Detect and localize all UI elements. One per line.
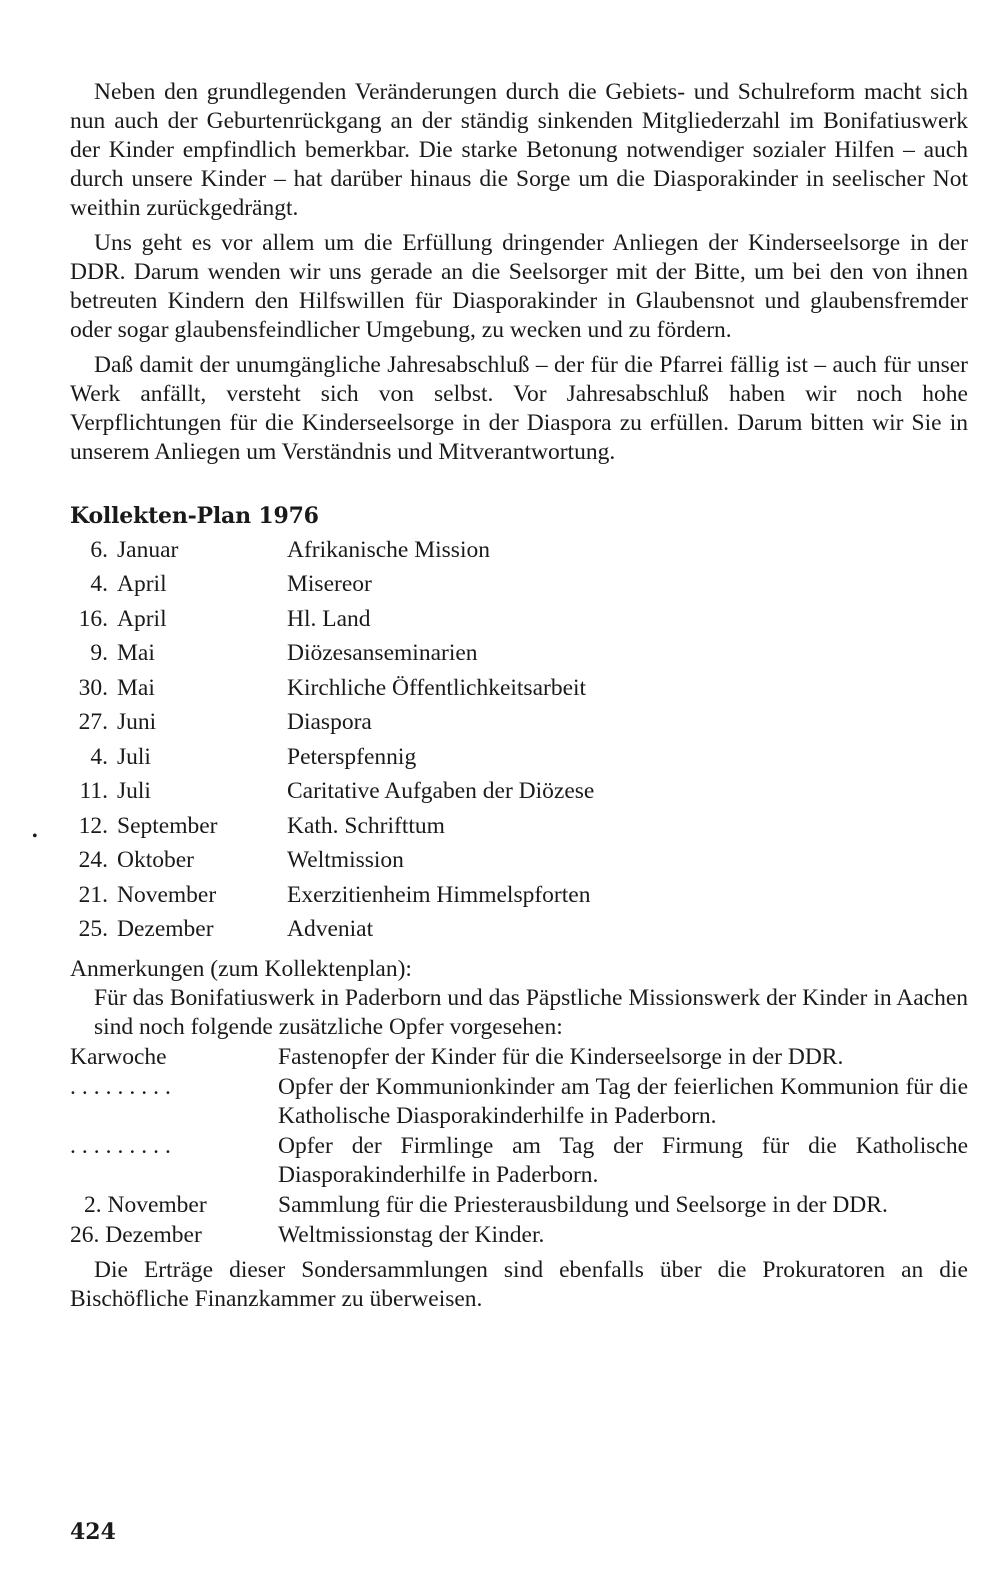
note-text: Fastenopfer der Kinder für die Kinderseelsorge in der DDR. xyxy=(278,1044,844,1070)
page-number: 424 xyxy=(70,1519,116,1545)
plan-month: Januar xyxy=(117,536,179,563)
plan-row xyxy=(70,637,968,672)
plan-month: November xyxy=(117,881,217,908)
note-text: Weltmissionstag der Kinder. xyxy=(278,1222,545,1248)
notes-title: Anmerkungen (zum Kollektenplan): xyxy=(70,956,412,982)
plan-month: Juli xyxy=(117,778,151,805)
plan-purpose: Diaspora xyxy=(287,709,372,736)
note-date: Karwoche xyxy=(70,1044,167,1070)
plan-day: 21. xyxy=(78,881,108,908)
paragraph: Uns geht es vor allem um die Erfüllung dringender Anliegen der Kinderseelsorge in der DDR. Darum wenden wir uns gerade an die Seelsorger mit der Bitte, um bei den von ihnen betreuten Kindern den Hilfswillen für Diasporakinder in Glaubensnot und glaubensfremder oder sogar glaubensfeindlicher Umgebung, zu wecken und zu fördern. xyxy=(70,230,968,343)
closing-paragraph: Die Erträge dieser Sondersammlungen sind ebenfalls über die Prokuratoren an die Bischöfliche Finanzkammer zu überweisen. xyxy=(70,1257,968,1312)
plan-purpose: Diözesanseminarien xyxy=(287,640,478,667)
note-date: 2. November xyxy=(84,1192,207,1218)
note-text: Sammlung für die Priesterausbildung und Seelsorge in der DDR. xyxy=(278,1192,888,1218)
plan-row xyxy=(70,568,968,603)
document-page xyxy=(70,78,968,1338)
note-text: Opfer der Kommunionkinder am Tag der feierlichen Kommunion für die Katholische Diasporakinderhilfe in Paderborn. xyxy=(278,1074,968,1129)
plan-day: 4. xyxy=(90,743,108,770)
collection-plan-title: Kollekten-Plan 1976 xyxy=(70,503,319,529)
plan-row xyxy=(70,533,968,568)
note-row xyxy=(70,1043,968,1072)
plan-purpose: Exerzitienheim Himmelspforten xyxy=(287,881,591,908)
note-row xyxy=(70,1073,968,1131)
plan-day: 30. xyxy=(78,674,108,701)
plan-row xyxy=(70,706,968,741)
plan-row xyxy=(70,740,968,775)
plan-month: Oktober xyxy=(117,847,195,874)
plan-row xyxy=(70,844,968,879)
note-row xyxy=(70,1132,968,1190)
paragraph: Daß damit der unumgängliche Jahresabschluß – der für die Pfarrei fällig ist – auch für unser Werk anfällt, versteht sich von selbst. Vor Jahresabschluß haben wir noch hohe Verpflichtungen für die Kinderseelsorge in der Diaspora zu erfüllen. Darum bitten wir Sie in unserem Anliegen um Verständnis und Mitverantwortung. xyxy=(70,352,968,465)
paragraph: Neben den grundlegenden Veränderungen durch die Gebiets- und Schulreform macht sich nun auch der Geburtenrückgang an der ständig sinkenden Mitgliederzahl im Bonifatiuswerk der Kinder empfindlich bemerkbar. Die starke Betonung notwendiger sozialer Hilfen – auch durch unsere Kinder – hat darüber hinaus die Sorge um die Diasporakinder in seelischer Not weithin zurückgedrängt. xyxy=(70,79,968,221)
plan-row xyxy=(70,809,968,844)
collection-plan-table xyxy=(70,533,968,947)
plan-month: April xyxy=(117,571,167,598)
note-date: 26. Dezember xyxy=(70,1222,202,1248)
plan-purpose: Afrikanische Mission xyxy=(287,536,490,563)
plan-purpose: Weltmission xyxy=(287,847,404,874)
note-text: Opfer der Firmlinge am Tag der Firmung für die Katholische Diasporakinderhilfe in Paderborn. xyxy=(278,1133,968,1188)
plan-day: 4. xyxy=(90,571,108,598)
note-date: ......... xyxy=(70,1074,177,1100)
note-row xyxy=(70,1191,968,1220)
plan-day: 27. xyxy=(78,709,108,736)
plan-month: April xyxy=(117,605,167,632)
plan-month: Juni xyxy=(117,709,157,736)
notes-intro: Für das Bonifatiuswerk in Paderborn und das Päpstliche Missionswerk der Kinder in Aachen sind noch folgende zusätzliche Opfer vorgesehen: xyxy=(94,985,968,1040)
plan-month: Dezember xyxy=(117,916,214,943)
plan-month: Mai xyxy=(117,674,155,701)
plan-row xyxy=(70,878,968,913)
plan-day: 11. xyxy=(79,778,108,805)
plan-purpose: Kirchliche Öffentlichkeitsarbeit xyxy=(287,674,587,701)
plan-row xyxy=(70,671,968,706)
plan-purpose: Peterspfennig xyxy=(287,743,417,770)
plan-day: 24. xyxy=(78,847,108,874)
plan-day: 16. xyxy=(78,605,108,632)
plan-month: Mai xyxy=(117,640,155,667)
plan-day: 9. xyxy=(90,640,108,667)
plan-row xyxy=(70,602,968,637)
plan-purpose: Adveniat xyxy=(287,916,374,943)
plan-purpose: Caritative Aufgaben der Diözese xyxy=(287,778,595,805)
plan-month: Juli xyxy=(117,743,151,770)
plan-purpose: Hl. Land xyxy=(287,605,371,632)
plan-row xyxy=(70,913,968,948)
plan-day: 6. xyxy=(90,536,108,563)
plan-purpose: Kath. Schrifttum xyxy=(287,812,445,839)
plan-day: 25. xyxy=(78,916,108,943)
note-row xyxy=(70,1221,968,1250)
plan-month: September xyxy=(117,812,218,839)
plan-row xyxy=(70,775,968,810)
plan-day: 12. xyxy=(78,812,108,839)
note-date: ......... xyxy=(70,1133,177,1159)
margin-mark: • xyxy=(32,828,38,845)
plan-purpose: Misereor xyxy=(287,571,372,598)
